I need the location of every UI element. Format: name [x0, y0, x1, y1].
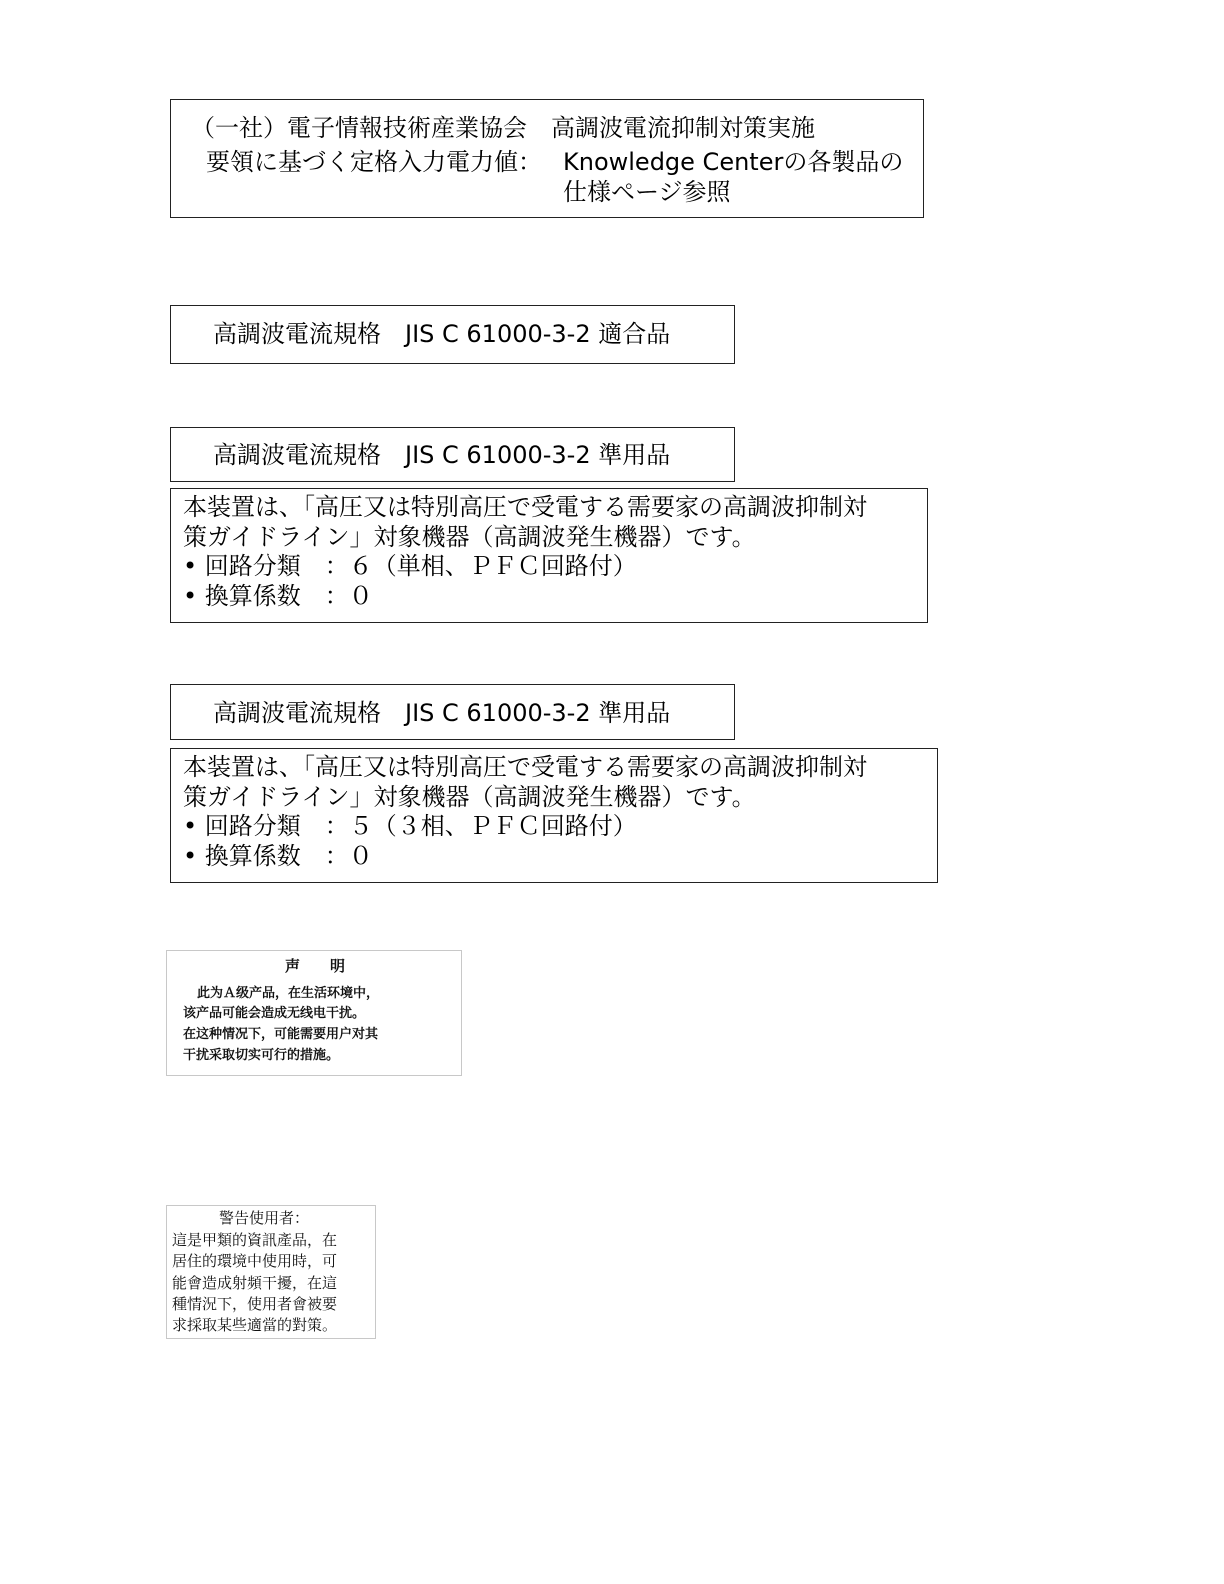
jeita-line-2-value: Knowledge Centerの各製品の	[563, 148, 904, 176]
harmonic-semi-header-1	[170, 427, 735, 482]
jeita-line-2-label: 要領に基づく定格入力電力値：	[206, 148, 542, 176]
china-notice-line-3: 在这种情况下，可能需要用户对其	[183, 1027, 379, 1042]
harmonic-semi-body-2	[170, 748, 938, 883]
semi-1-line-1: 本装置は、「高圧又は特別高圧で受電する需要家の高調波抑制対	[183, 493, 867, 521]
taiwan-notice-line-4: 種情況下，使用者會被要	[172, 1295, 338, 1313]
harmonic-semi-header-2	[170, 684, 735, 740]
taiwan-notice-title: 警告使用者：	[219, 1209, 310, 1227]
semi-2-line-2: 策ガイドライン」対象機器（高調波発生機器）です。	[183, 783, 756, 811]
semi-1-line-2: 策ガイドライン」対象機器（高調波発生機器）です。	[183, 523, 756, 551]
taiwan-notice-line-5: 求採取某些適當的對策。	[172, 1316, 338, 1334]
semi-2-line-1: 本装置は、「高圧又は特別高圧で受電する需要家の高調波抑制対	[183, 753, 867, 781]
taiwan-notice-line-2: 居住的環境中使用時，可	[172, 1252, 338, 1270]
harmonic-semi-label-2: 高調波電流規格 JIS C 61000-3-2 準用品	[213, 699, 671, 727]
semi-1-line-3: • 回路分類 ：６（単相、ＰＦＣ回路付）	[183, 552, 637, 580]
harmonic-conform-box	[170, 305, 735, 364]
china-notice-line-1: 此为Ａ级产品，在生活环境中，	[197, 986, 380, 1001]
harmonic-conform-label: 高調波電流規格 JIS C 61000-3-2 適合品	[213, 320, 671, 348]
taiwan-class-a-notice	[166, 1205, 376, 1339]
jeita-line-1: （一社）電子情報技術産業協会 高調波電流抑制対策実施	[191, 114, 815, 142]
harmonic-semi-body-1	[170, 488, 928, 623]
china-notice-title: 声 明	[285, 957, 346, 975]
jeita-line-3-value: 仕様ページ参照	[563, 178, 731, 206]
taiwan-notice-line-3: 能會造成射頻干擾，在這	[172, 1274, 338, 1292]
semi-1-line-4: • 換算係数 ：０	[183, 582, 373, 610]
china-class-a-notice	[166, 950, 462, 1076]
harmonic-semi-label-1: 高調波電流規格 JIS C 61000-3-2 準用品	[213, 441, 671, 469]
semi-2-line-3: • 回路分類 ：５（３相、ＰＦＣ回路付）	[183, 812, 637, 840]
semi-2-line-4: • 換算係数 ：０	[183, 842, 373, 870]
taiwan-notice-line-1: 這是甲類的資訊產品，在	[172, 1231, 338, 1249]
china-notice-line-2: 该产品可能会造成无线电干扰。	[183, 1006, 366, 1021]
china-notice-line-4: 干扰采取切实可行的措施。	[183, 1048, 340, 1063]
jeita-rated-power-box	[170, 99, 924, 218]
